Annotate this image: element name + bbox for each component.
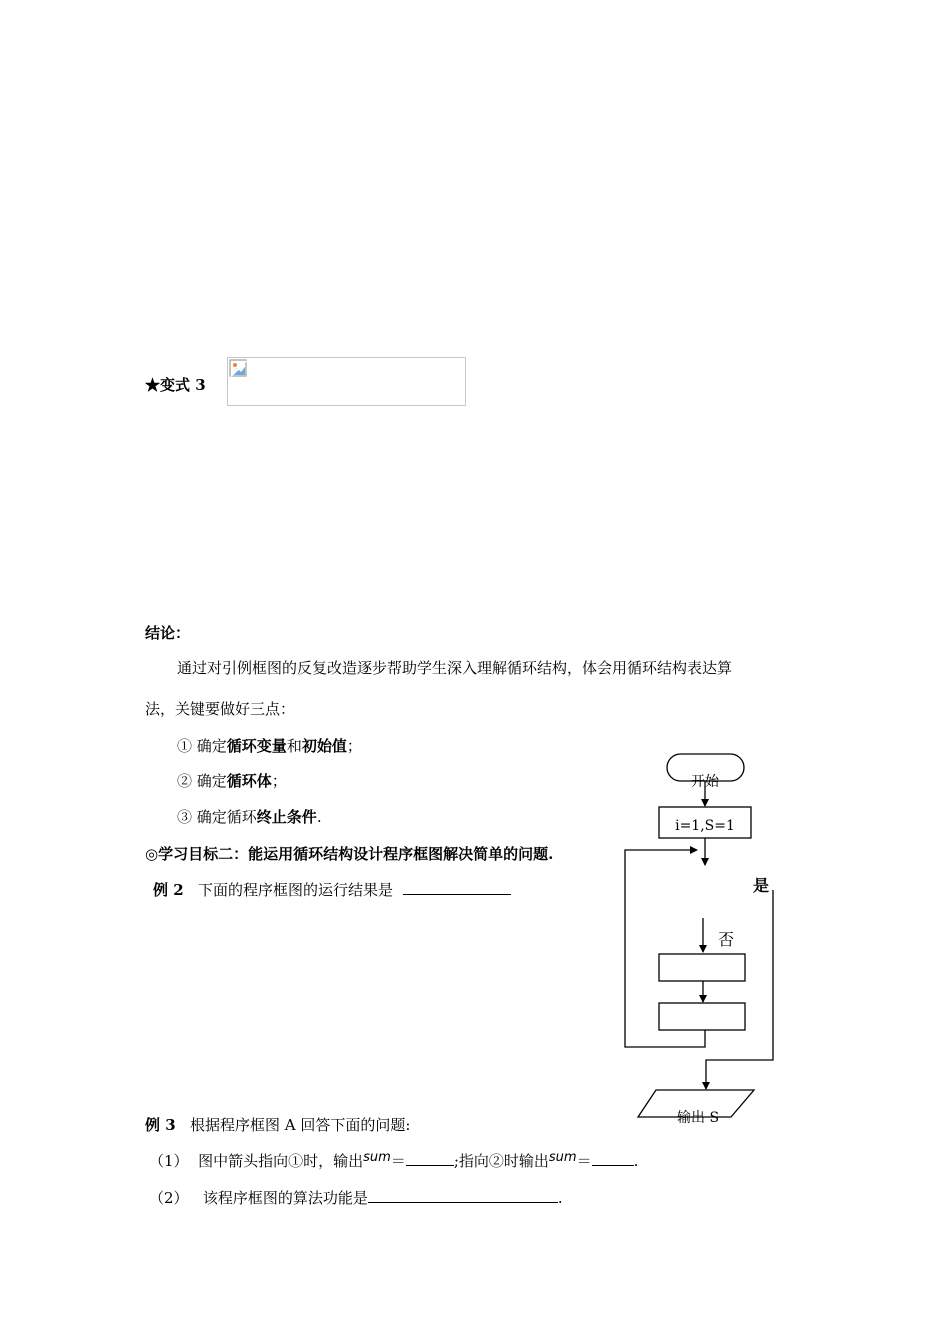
example-3-question: 根据程序框图 A 回答下面的问题: bbox=[189, 1116, 411, 1134]
question-1-blank-2[interactable] bbox=[592, 1153, 634, 1166]
sum-variable-2: sum bbox=[548, 1150, 577, 1165]
flowchart-loop-back bbox=[625, 850, 705, 1047]
example-3-question-2 bbox=[149, 1187, 563, 1208]
point-2 bbox=[177, 770, 287, 791]
question-1-prefix: 图中箭头指向①时，输出 bbox=[198, 1152, 364, 1170]
sum-variable-1: sum bbox=[363, 1150, 391, 1165]
point-2-prefix: 确定 bbox=[192, 772, 227, 790]
point-2-loop-body: 循环体 bbox=[226, 772, 272, 790]
point-3-termination-condition: 终止条件 bbox=[256, 808, 317, 826]
point-3-prefix: 确定循环 bbox=[192, 808, 257, 826]
point-1-loop-variable: 循环变量 bbox=[226, 737, 287, 755]
flowchart-no-label: 否 bbox=[718, 930, 735, 949]
point-1-number: ① bbox=[177, 737, 193, 755]
example-3-label: 例 3 bbox=[145, 1116, 176, 1134]
question-1-end: . bbox=[633, 1152, 639, 1170]
point-1-initial-value: 初始值 bbox=[301, 737, 347, 755]
flowchart bbox=[600, 740, 800, 1140]
example-3 bbox=[145, 1114, 410, 1135]
flowchart-yes-branch bbox=[706, 890, 773, 1089]
question-2-blank[interactable] bbox=[368, 1190, 558, 1203]
point-1-and: 和 bbox=[286, 737, 302, 755]
point-2-number: ② bbox=[177, 772, 193, 790]
example-2-label: 例 2 bbox=[153, 881, 184, 899]
flowchart-yes-label: 是 bbox=[753, 876, 770, 895]
equals-sign-2: ＝ bbox=[576, 1152, 592, 1170]
point-3-number: ③ bbox=[177, 808, 193, 826]
point-1-suffix: ； bbox=[346, 737, 362, 755]
question-2-prefix: 该程序框图的算法功能是 bbox=[202, 1189, 368, 1207]
question-1-middle: ;指向②时输出 bbox=[453, 1152, 549, 1170]
flowchart-init-text: i=1,S=1 bbox=[675, 818, 735, 834]
point-3 bbox=[177, 806, 322, 827]
broken-image-icon bbox=[229, 359, 249, 379]
question-1-number: （1） bbox=[149, 1152, 189, 1170]
question-1-blank-1[interactable] bbox=[406, 1153, 454, 1166]
question-2-end: . bbox=[557, 1189, 563, 1207]
point-3-suffix: . bbox=[316, 808, 322, 826]
flowchart-output-text: 输出 S bbox=[677, 1110, 720, 1126]
example-3-question-1 bbox=[149, 1150, 638, 1171]
point-1 bbox=[177, 735, 362, 756]
variant-3-label: ★变式 3 bbox=[145, 376, 206, 394]
conclusion-paragraph-line-1: 通过对引例框图的反复改造逐步帮助学生深入理解循环结构，体会用循环结构表达算 bbox=[177, 659, 733, 677]
point-1-prefix: 确定 bbox=[192, 737, 227, 755]
question-2-number: （2） bbox=[149, 1189, 189, 1207]
conclusion-paragraph-line-2: 法，关键要做好三点： bbox=[145, 700, 296, 718]
point-2-suffix: ； bbox=[271, 772, 287, 790]
learning-goal-2: ◎学习目标二：能运用循环结构设计程序框图解决简单的问题. bbox=[145, 845, 554, 863]
conclusion-heading: 结论： bbox=[145, 624, 191, 642]
image-placeholder bbox=[227, 357, 466, 406]
example-2-question: 下面的程序框图的运行结果是 bbox=[197, 881, 393, 899]
equals-sign-1: ＝ bbox=[390, 1152, 406, 1170]
example-2 bbox=[153, 879, 511, 900]
example-2-answer-blank[interactable] bbox=[403, 882, 511, 895]
flowchart-process-box-2 bbox=[659, 1003, 745, 1030]
flowchart-process-box-1 bbox=[659, 954, 745, 981]
flowchart-start-text: 开始 bbox=[691, 774, 719, 790]
